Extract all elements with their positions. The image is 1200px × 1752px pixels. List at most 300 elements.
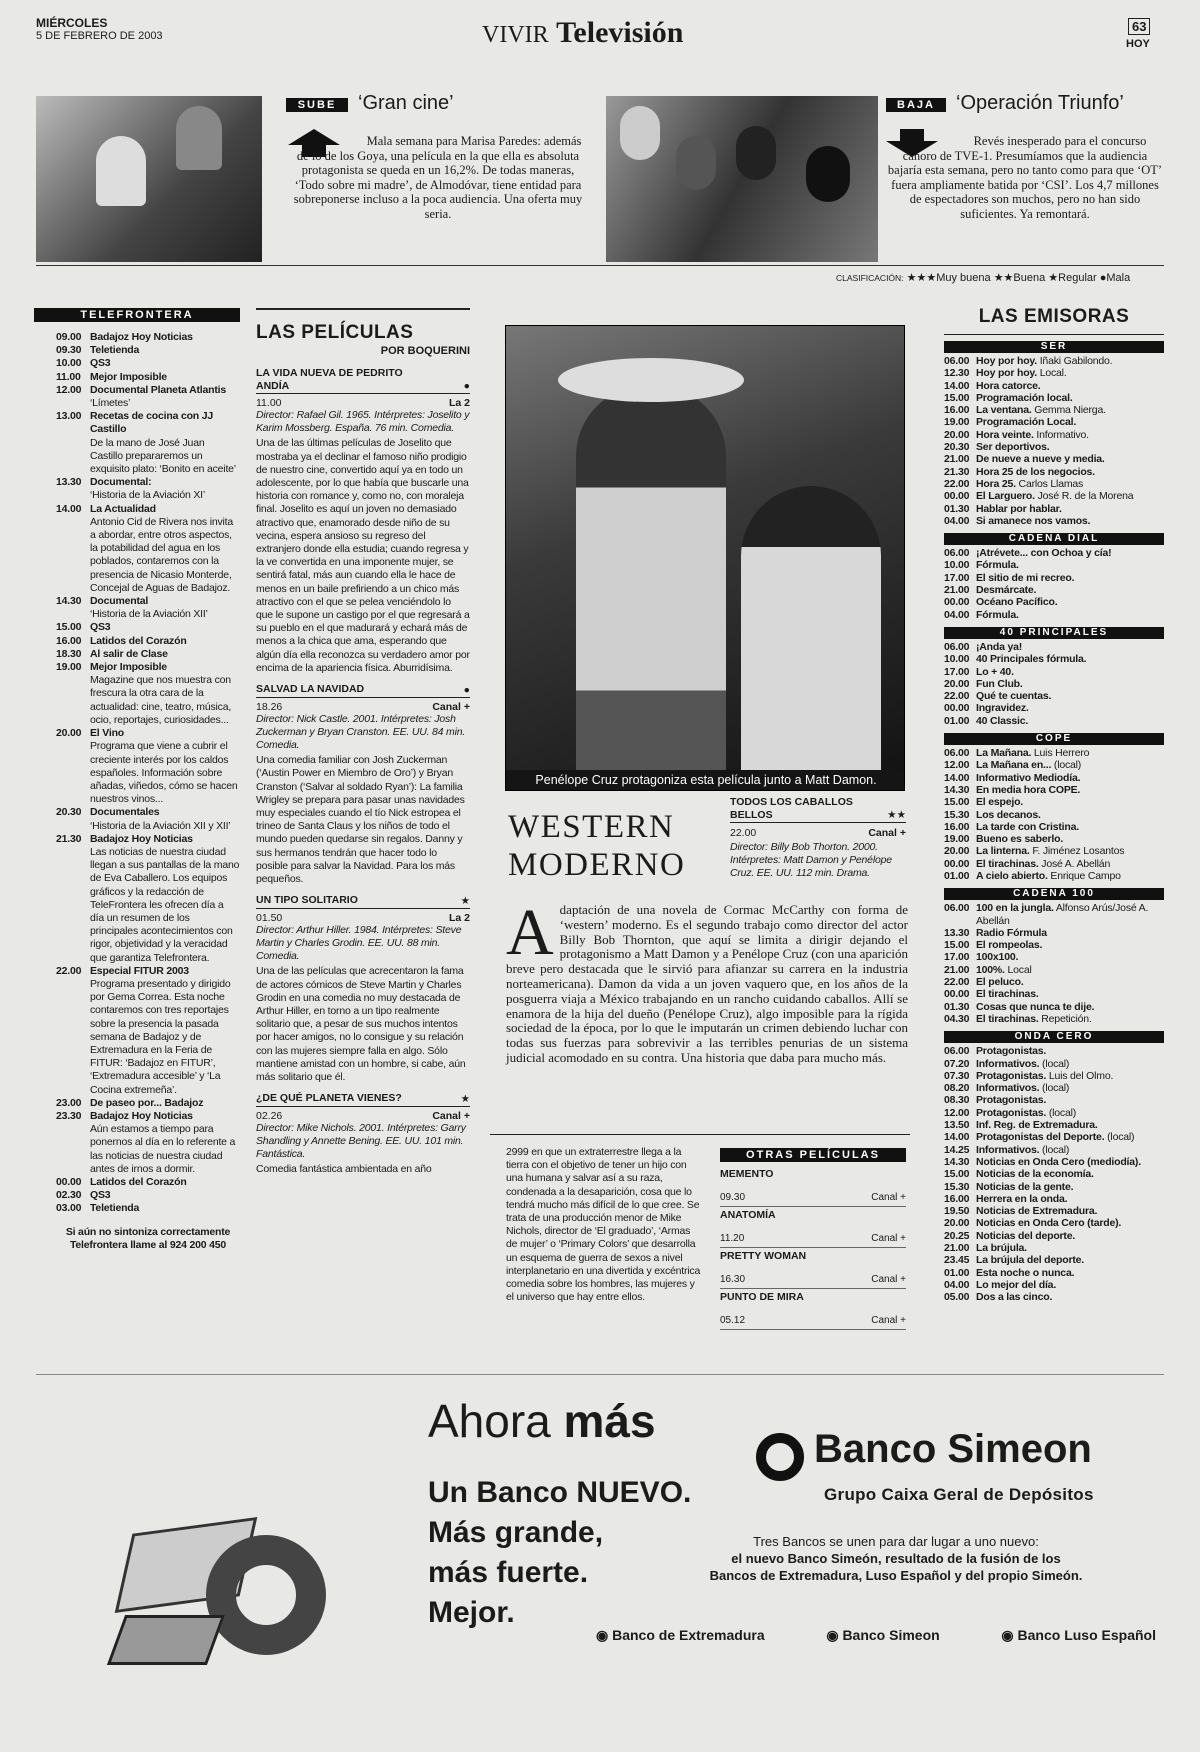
otras-time-row <box>720 1274 906 1285</box>
bank-extremadura: ◉ Banco de Extremadura <box>596 1627 765 1643</box>
otras-time: 11.20 <box>720 1233 745 1244</box>
station-program: La brújula. <box>976 1242 1027 1254</box>
station-program: Fun Club. <box>976 677 1023 690</box>
station-time: 05.00 <box>944 1291 970 1304</box>
station-time: 01.00 <box>944 714 970 727</box>
movie-time-row <box>256 1110 470 1122</box>
bank-logo-icon <box>756 1433 804 1481</box>
station-time: 07.20 <box>944 1057 970 1070</box>
schedule-time: 11.00 <box>56 370 81 383</box>
schedule-program: QS3 <box>90 621 111 634</box>
station-row <box>944 1144 1164 1156</box>
movie-channel: Canal + <box>432 1109 470 1122</box>
station-time: 17.00 <box>944 571 970 584</box>
ad-tagline: más fuerte. <box>428 1556 589 1589</box>
station-time: 19.00 <box>944 833 970 846</box>
station-time: 19.00 <box>944 416 970 429</box>
otras-time: 05.12 <box>720 1315 746 1326</box>
sube-photo <box>36 96 262 262</box>
schedule-desc: Programa que viene a cubrir el creciente interés por los caldos españoles. Información sobre añadas, viñedos, cómo se hacen nuestros vinos... <box>90 740 238 806</box>
movie-entry <box>256 367 470 675</box>
movie-time: 01.50 <box>256 911 283 924</box>
page-number: 63 <box>1128 18 1150 35</box>
station-program: Lo mejor del día. <box>976 1278 1057 1291</box>
station-time: 04.00 <box>944 514 970 527</box>
station-time: 20.25 <box>944 1229 970 1242</box>
station-row <box>944 392 1164 404</box>
station-time: 08.20 <box>944 1082 970 1095</box>
station-time: 06.00 <box>944 547 970 560</box>
schedule-time: 14.00 <box>56 502 82 515</box>
otras-channel: Canal + <box>871 1192 906 1203</box>
station-program: Hora 25 de los negocios. <box>976 465 1095 478</box>
station-program: Noticias de la economía. <box>976 1168 1094 1181</box>
station-program: Esta noche o nunca. <box>976 1266 1075 1279</box>
schedule-desc: Programa presentado y dirigido por Gema Correa. Esta noche contaremos con tres reportajes sobre la presencia la pasada semana de Badajoz y de Extremadura en la Feria de FITUR: ‘Badajoz en FITUR’, ‘Extremadura accesible’ y ‘La Cocina extremeña’. <box>90 977 231 1096</box>
station-program: Informativo Mediodía. <box>976 771 1081 784</box>
station-time: 14.00 <box>944 771 970 784</box>
otras-time: 09.30 <box>720 1192 746 1203</box>
schedule-program: QS3 <box>90 357 111 370</box>
schedule-time: 13.00 <box>56 410 82 423</box>
movie-time-row <box>256 912 470 924</box>
otras-channel: Canal + <box>871 1274 906 1285</box>
station-row <box>944 503 1164 515</box>
telefrontera-row <box>56 595 240 621</box>
station-program: La Mañana en... (local) <box>976 759 1082 772</box>
schedule-time: 12.00 <box>56 383 82 396</box>
otras-peliculas <box>720 1148 906 1330</box>
otras-time-row <box>720 1315 906 1326</box>
schedule-time: 14.30 <box>56 595 82 608</box>
station-row <box>944 988 1164 1000</box>
station-time: 00.00 <box>944 857 970 870</box>
station-row <box>944 833 1164 845</box>
telefrontera-row <box>56 1110 240 1176</box>
station-row <box>944 1254 1164 1266</box>
schedule-time: 16.00 <box>56 634 82 647</box>
ad-desc-line: Tres Bancos se unen para dar lugar a uno nuevo: <box>753 1534 1039 1549</box>
schedule-program: Especial FITUR 2003 Programa presentado y dirigido por Gema Correa. Esta noche contaremos con tres reportajes sobre la presencia la pasada semana de Badajoz y de Extremadura en la Feria de FITUR: ‘Badajoz en FITUR’, ‘Extremadura accesible’ y ‘La Cocina extremeña’. <box>90 965 240 1097</box>
baja-text: Revés inesperado para el concurso canoro de TVE-1. Presumíamos que la audiencia bajaría esta semana, pero no tanto como para que ‘OT’ fuera ampliamente batida por ‘CSI’. Los 4,7 millones de espectadores son muchos, pero no han sido suficientes. Ya remontará. <box>887 134 1163 221</box>
schedule-time: 13.30 <box>56 476 82 489</box>
station-row <box>944 584 1164 596</box>
bank-logo-icon: ◉ <box>826 1627 843 1643</box>
station-program: Radio Fórmula <box>976 926 1047 939</box>
station-time: 14.25 <box>944 1143 970 1156</box>
station-program: La brújula del deporte. <box>976 1254 1084 1267</box>
station-program: Protagonistas del Deporte. (local) <box>976 1131 1135 1144</box>
telefrontera-row <box>56 357 240 370</box>
schedule-desc: ‘Historia de la Aviación XI’ <box>90 489 206 502</box>
station-time: 00.00 <box>944 490 970 503</box>
schedule-program: Documental: ‘Historia de la Aviación XI’ <box>90 476 240 502</box>
station-program: El Larguero. José R. de la Morena <box>976 490 1134 503</box>
station-time: 16.00 <box>944 404 970 417</box>
feature-photo <box>505 325 905 791</box>
station-program: Protagonistas. Luis del Olmo. <box>976 1069 1114 1082</box>
station-program: El rompeolas. <box>976 939 1043 952</box>
ad-line1b: más <box>563 1395 656 1447</box>
station-time: 10.00 <box>944 559 970 572</box>
station-time: 20.00 <box>944 428 970 441</box>
station-program: Dos a las cinco. <box>976 1291 1053 1304</box>
otras-movie-title: PRETTY WOMAN <box>720 1250 807 1262</box>
telefrontera-row <box>56 806 240 832</box>
station-program: Informativos. (local) <box>976 1143 1070 1156</box>
ad-desc-line: el nuevo Banco Simeón, resultado de la fusión de los <box>731 1551 1061 1566</box>
station-time: 04.00 <box>944 608 970 621</box>
station-time: 21.00 <box>944 963 970 976</box>
station-time: 15.30 <box>944 1180 970 1193</box>
station-row <box>944 759 1164 771</box>
movie-rating: ★ <box>460 1092 470 1105</box>
station-time: 20.00 <box>944 1217 970 1230</box>
sube-box <box>266 92 606 262</box>
station-program: Los decanos. <box>976 808 1041 821</box>
station-program: 40 Principales fórmula. <box>976 653 1087 666</box>
movie-credits: Director: Arthur Hiller. 1984. Intérpretes: Steve Martin y Charles Grodin. EE. UU. 88 min. Comedia. <box>256 923 462 963</box>
movie-time-row <box>256 397 470 409</box>
schedule-time: 10.00 <box>56 357 82 370</box>
movie-review: Una de las últimas películas de Joselito que mostraba ya el declinar el famoso niño prodigio de nuestro cine, convertido aquí ya en todo un adolescente, por lo que había que buscarle una historia con romance y, como no, con moraleja final. Joselito es aquí un joven no demasiado atractivo que, enamorado desde niño de su vecina, espera ansioso su regreso del extranjero donde ella estudia; cuando regresa y la ve convertida en una imponente mujer, se sentirá fatal, más aun cuando ella le hace de menos en un baile prefiriendo a un chico más atractivo con el que se pelea venciéndolo lo que le supone un castigo por el que regresará a su pueblo en el que madurará y echará más de menos a la chica que ama, esperando que algún día ella reconozca su verdadero amor por encima de la apariencia física. Aburridísima. <box>256 437 470 674</box>
telefrontera-row <box>56 410 240 476</box>
station-row <box>944 466 1164 478</box>
station-time: 00.00 <box>944 702 970 715</box>
station-program: Fórmula. <box>976 559 1019 572</box>
station-time: 10.00 <box>944 653 970 666</box>
station-row <box>944 653 1164 665</box>
station-time: 16.00 <box>944 820 970 833</box>
station-row <box>944 976 1164 988</box>
station-time: 07.30 <box>944 1069 970 1082</box>
station-program: Programación local. <box>976 391 1073 404</box>
station-row <box>944 809 1164 821</box>
station-program: La linterna. F. Jiménez Losantos <box>976 845 1125 858</box>
telefrontera-row <box>56 965 240 1097</box>
schedule-time: 09.30 <box>56 344 82 357</box>
station-program: ¡Anda ya! <box>976 640 1023 653</box>
station-row <box>944 1001 1164 1013</box>
schedule-time: 20.30 <box>56 806 82 819</box>
station-time: 21.00 <box>944 584 970 597</box>
movie-time: 18.26 <box>256 700 283 713</box>
station-row <box>944 845 1164 857</box>
movie-rating: ● <box>463 683 470 696</box>
station-row <box>944 796 1164 808</box>
station-row <box>944 367 1164 379</box>
station-program: La tarde con Cristina. <box>976 820 1079 833</box>
paper-name: HOY <box>1126 38 1150 50</box>
station-program: Protagonistas. <box>976 1094 1047 1107</box>
station-program: Qué te cuentas. <box>976 690 1052 703</box>
movie-title-row <box>256 1092 470 1107</box>
telefrontera-row <box>56 648 240 661</box>
bank-simeon: ◉ Banco Simeon <box>826 1627 940 1643</box>
bank-luso: ◉ Banco Luso Español <box>1001 1627 1156 1643</box>
station-header: COPE <box>944 733 1164 745</box>
station-time: 15.00 <box>944 939 970 952</box>
station-program: Informativos. (local) <box>976 1057 1070 1070</box>
telefrontera-row <box>56 1176 240 1189</box>
photo-person <box>96 136 146 206</box>
station-time: 17.00 <box>944 665 970 678</box>
station-row <box>944 547 1164 559</box>
continuation-text: 2999 en que un extraterrestre llega a la tierra con el objetivo de tener un hijo con una humana y salvar así a su raza, condenada a la desaparición, cosa que lo tendrá mucho más difícil de lo que cree. Se trata de una producción menor de Mike Nichols, director de ‘El graduado’, ‘Armas de mujer’ o ‘Primary Colors’ que desarrolla un esquema de guerra de sexos a nivel interplanetario en una divertida y excéntrica comedia sobre los hombres, las mujeres y el universo que hay entre ellos. <box>506 1146 701 1304</box>
station-row <box>944 702 1164 714</box>
feature-credits: Director: Billy Bob Thorton. 2000. Intérpretes: Matt Damon y Penélope Cruz. EE. UU. 112 min. Drama. <box>730 841 892 880</box>
station-program: En media hora COPE. <box>976 783 1081 796</box>
station-row <box>944 870 1164 882</box>
rating-legend-item: ★Regular <box>1048 272 1097 284</box>
station-program: Noticias de la gente. <box>976 1180 1074 1193</box>
otras-channel: Canal + <box>871 1315 906 1326</box>
top-strip <box>36 92 1164 266</box>
schedule-program: Teletienda <box>90 1202 140 1215</box>
peliculas-title: LAS PELÍCULAS <box>256 322 414 343</box>
feature-body-text: daptación de una novela de Cormac McCarthy con forma de ‘western’ moderno. Es el segundo trabajo como director del actor Billy Bob Thornton, que aquí se limita a dirigir dejando el protagonismo a Matt Damon y a Penélope Cruz (con una aparición breve pero destacada que le sirvió para afianzar su carrera en la industria norteamericana). Damon da vida a un joven vaquero que, en los años de la posguerra viaja a México trabajando en un rancho cuidando caballos. Allí se enamora de la hija del dueño (Penélope Cruz), algo imposible para la rígida sociedad de la época, por lo que le imputarán un crimen debiendo luchar con todas sus fuerzas para sobrevivir a las terribles penurias de un sistema judicial acomodado en su contra. Una historia que daba para mucho más. <box>506 902 908 1065</box>
station-row <box>944 355 1164 367</box>
schedule-time: 03.00 <box>56 1202 82 1215</box>
station-row <box>944 609 1164 621</box>
schedule-program: QS3 <box>90 1189 111 1202</box>
station-program: Hoy por hoy. Iñaki Gabilondo. <box>976 355 1113 367</box>
station-header: CADENA 100 <box>944 888 1164 900</box>
station-program: Océano Pacífico. <box>976 596 1058 609</box>
station-program: Noticias de Extremadura. <box>976 1205 1098 1218</box>
station-program: Noticias en Onda Cero (tarde). <box>976 1217 1122 1230</box>
station-row <box>944 715 1164 727</box>
station-program: Hoy por hoy. Local. <box>976 367 1067 380</box>
station-time: 06.00 <box>944 1045 970 1058</box>
station-row <box>944 572 1164 584</box>
station-row <box>944 453 1164 465</box>
movie-entry <box>256 683 470 886</box>
station-program: La ventana. Gemma Nierga. <box>976 404 1106 417</box>
station-program: Herrera en la onda. <box>976 1192 1068 1205</box>
movie-title: LA VIDA NUEVA DE PEDRITO ANDÍA <box>256 367 403 392</box>
movie-time-row <box>256 701 470 713</box>
feature-dropcap: A <box>506 896 554 969</box>
station-row <box>944 1082 1164 1094</box>
section-title <box>482 16 683 52</box>
page-header <box>36 16 1164 56</box>
movie-credits: Director: Rafael Gil. 1965. Intérpretes: Joselito y Karim Mossberg. España. 76 min. Comedia. <box>256 409 470 435</box>
baja-photo <box>606 96 878 262</box>
telefrontera-row <box>56 1202 240 1215</box>
emisoras-title: LAS EMISORAS <box>978 306 1130 327</box>
station-time: 17.00 <box>944 951 970 964</box>
photo-person <box>620 106 660 160</box>
otras-time: 16.30 <box>720 1274 746 1285</box>
station-program: Informativos. (local) <box>976 1082 1070 1095</box>
station-time: 21.30 <box>944 465 970 478</box>
station-header: SER <box>944 341 1164 353</box>
telefrontera-row <box>56 635 240 648</box>
station-row <box>944 1013 1164 1025</box>
station-time: 16.00 <box>944 1192 970 1205</box>
station-time: 01.30 <box>944 502 970 515</box>
station-time: 04.00 <box>944 1278 970 1291</box>
ad-group: Grupo Caixa Geral de Depósitos <box>824 1485 1094 1504</box>
station-time: 13.30 <box>944 926 970 939</box>
telefrontera-row <box>56 331 240 344</box>
station-row <box>944 441 1164 453</box>
telefrontera-row <box>56 476 240 502</box>
movie-entry <box>256 1092 470 1176</box>
station-row <box>944 666 1164 678</box>
station-row <box>944 429 1164 441</box>
feature-time: 22.00 <box>730 827 757 839</box>
station-program: Fórmula. <box>976 608 1019 621</box>
schedule-program: La Actualidad Antonio Cid de Rivera nos invita a abordar, entre otros aspectos, la potabilidad del agua en los poblados, contaremos con la presencia de Nicasio Monterde, Concejal de Aguas de Badajoz. <box>90 503 240 595</box>
schedule-time: 22.00 <box>56 964 82 977</box>
station-row <box>944 1070 1164 1082</box>
station-row <box>944 1193 1164 1205</box>
schedule-program: Latidos del Corazón <box>90 1176 187 1188</box>
sube-text: Mala semana para Marisa Paredes: además de lo de los Goya, una película en la que ella es absoluta protagonista se queda en un 16,2%. De todas maneras, ‘Todo sobre mi madre’, de Almodóvar, tiene entidad para sobreponerse incluso a la poca audiencia. Una oferta muy seria. <box>293 134 583 221</box>
schedule-time: 23.30 <box>56 1109 82 1122</box>
station-row <box>944 747 1164 759</box>
station-row <box>944 559 1164 571</box>
baja-tag: BAJA <box>886 98 946 112</box>
station-program: Hora 25. Carlos Llamas <box>976 477 1084 490</box>
station-time: 12.30 <box>944 367 970 380</box>
movie-rating: ★ <box>460 894 470 907</box>
movie-time: 11.00 <box>256 397 282 409</box>
station-program: Ingravidez. <box>976 702 1029 715</box>
schedule-time: 19.00 <box>56 661 82 674</box>
ad-line1a: Ahora <box>428 1395 551 1447</box>
headline-line: WESTERN <box>508 809 675 845</box>
movie-credits: Director: Nick Castle. 2001. Intérpretes: Josh Zuckerman y Bryan Cranston. EE. UU. 84 min. Comedia. <box>256 712 466 751</box>
telefrontera-row <box>56 371 240 384</box>
peliculas-list <box>256 367 470 1176</box>
feature-movie-title: TODOS LOS CABALLOS BELLOS <box>730 796 853 821</box>
station-row <box>944 858 1164 870</box>
movie-review: Una comedia familiar con Josh Zuckerman (‘Austin Power en Miembro de Oro’) y Bryan Cranston (‘Salvar al soldado Ryan’): La familia Wrigley se prepara para pasar unas navidades muy especiales cuando el tío Nick estropea el trineo de Santa Claus y los niños de todo el mundo pueden quedarse sin regalos. Danny y sus hermanos tendrán que hacer todo lo posible para salvar la Navidad. Para los más pequeños. <box>256 754 465 885</box>
station-program: Desmárcate. <box>976 584 1037 597</box>
station-program: 100x100. <box>976 951 1019 964</box>
station-program: El tirachinas. Repetición. <box>976 1012 1092 1025</box>
movie-channel: La 2 <box>448 911 470 924</box>
ad-tagline: Más grande, <box>428 1516 604 1549</box>
station-time: 23.45 <box>944 1254 970 1267</box>
schedule-program: El Vino Programa que viene a cubrir el creciente interés por los caldos españoles. Información sobre añadas, viñedos, cómo se hacen nuestros vinos... <box>90 727 240 806</box>
station-time: 21.00 <box>944 453 970 466</box>
baja-title: ‘Operación Triunfo’ <box>956 92 1124 114</box>
movie-channel: Canal + <box>432 700 470 713</box>
station-program: Hablar por hablar. <box>976 502 1062 515</box>
movie-review: Una de las películas que acrecentaron la fama de actores cómicos de Steve Martin y Charles Grodin en una comedia no muy destacada de Arthur Hiller, en torno a un tipo realmente solitario que, a pesar de sus muchos intentos por hacer amigos, no lo consigue y su relación con las mujeres siempre falla en algo. Sólo mantiene amistad con un hombre, si cabe, aún más solitario que él. <box>256 965 466 1083</box>
station-row <box>944 641 1164 653</box>
peliculas-byline: POR BOQUERINI <box>380 345 470 357</box>
feature-rating: ★★ <box>887 809 906 821</box>
feature-headline <box>508 808 693 884</box>
station-row <box>944 478 1164 490</box>
feature-body <box>506 896 908 1066</box>
station-time: 06.00 <box>944 747 970 760</box>
photo-person <box>806 146 850 202</box>
station-row <box>944 1181 1164 1193</box>
station-row <box>944 1131 1164 1143</box>
photo-person <box>676 136 716 190</box>
station-time: 01.00 <box>944 869 970 882</box>
station-row <box>944 772 1164 784</box>
schedule-program: Latidos del Corazón <box>90 634 187 647</box>
rating-legend <box>836 271 1166 284</box>
station-time: 15.00 <box>944 796 970 809</box>
movie-rating: ● <box>463 380 470 392</box>
station-row <box>944 1107 1164 1119</box>
station-row <box>944 1267 1164 1279</box>
photo-person <box>736 126 776 180</box>
schedule-time: 02.30 <box>56 1189 82 1202</box>
telefrontera-row <box>56 344 240 357</box>
station-program: Lo + 40. <box>976 665 1014 678</box>
rating-legend-item: ★★★Muy buena <box>906 272 991 284</box>
schedule-program: De paseo por... Badajoz <box>90 1096 204 1109</box>
telefrontera-footer: Si aún no sintoniza correctamente Telefrontera llame al 924 200 450 <box>65 1225 231 1251</box>
schedule-desc: De la mano de José Juan Castillo prepararemos un exquisito plato: ‘Bonito en aceite’ <box>90 436 236 476</box>
cowboy-hat-icon <box>558 358 744 402</box>
station-program: Ser deportivos. <box>976 441 1050 454</box>
station-row <box>944 1119 1164 1131</box>
ad-logo-3d-icon <box>96 1495 346 1685</box>
station-program: Si amanece nos vamos. <box>976 514 1091 527</box>
photo-person-woman <box>741 486 881 791</box>
schedule-time: 00.00 <box>56 1176 82 1188</box>
station-program: Hora catorce. <box>976 379 1041 392</box>
station-time: 22.00 <box>944 976 970 989</box>
otras-title: OTRAS PELÍCULAS <box>720 1148 906 1162</box>
station-program: El peluco. <box>976 976 1024 989</box>
otras-list <box>720 1166 906 1330</box>
station-time: 13.50 <box>944 1119 970 1132</box>
movie-title: ¿DE QUÉ PLANETA VIENES? <box>256 1092 402 1105</box>
feature-time-row <box>730 827 906 839</box>
schedule-program: Documentales ‘Historia de la Aviación XII y XII’ <box>90 806 240 832</box>
station-program: Hora veinte. Informativo. <box>976 428 1089 441</box>
station-row <box>944 416 1164 428</box>
movie-credits: Director: Mike Nichols. 2001. Intérpretes: Garry Shandling y Annette Bening. EE. UU. 101 min. Fantástica. <box>256 1121 466 1161</box>
rating-legend-label: CLASIFICACIÓN: <box>836 273 904 283</box>
station-time: 14.00 <box>944 379 970 392</box>
schedule-time: 23.00 <box>56 1096 82 1109</box>
rating-legend-item: ★★Buena <box>993 272 1046 284</box>
station-program: Bueno es saberlo. <box>976 833 1064 846</box>
station-time: 22.00 <box>944 477 970 490</box>
otras-time-row <box>720 1233 906 1244</box>
baja-box <box>886 92 1164 262</box>
station-program: A cielo abierto. Enrique Campo <box>976 869 1121 882</box>
station-row <box>944 380 1164 392</box>
station-time: 14.30 <box>944 1155 970 1168</box>
station-program: 100 en la jungla. Alfonso Arús/José A. Abellán <box>976 902 1149 927</box>
otras-channel: Canal + <box>871 1233 906 1244</box>
station-row <box>944 821 1164 833</box>
schedule-program: Al salir de Clase <box>90 647 168 660</box>
station-program: Protagonistas. (local) <box>976 1106 1077 1119</box>
ad-desc-line: Bancos de Extremadura, Luso Español y del propio Simeón. <box>709 1568 1083 1583</box>
otras-item <box>720 1248 906 1289</box>
station-time: 14.30 <box>944 783 970 796</box>
station-header: CADENA DIAL <box>944 533 1164 545</box>
schedule-desc: ‘Límetes’ <box>90 397 131 410</box>
schedule-program: Teletienda <box>90 344 140 357</box>
movie-review: Comedia fantástica ambientada en año <box>256 1163 432 1176</box>
station-time: 15.30 <box>944 808 970 821</box>
